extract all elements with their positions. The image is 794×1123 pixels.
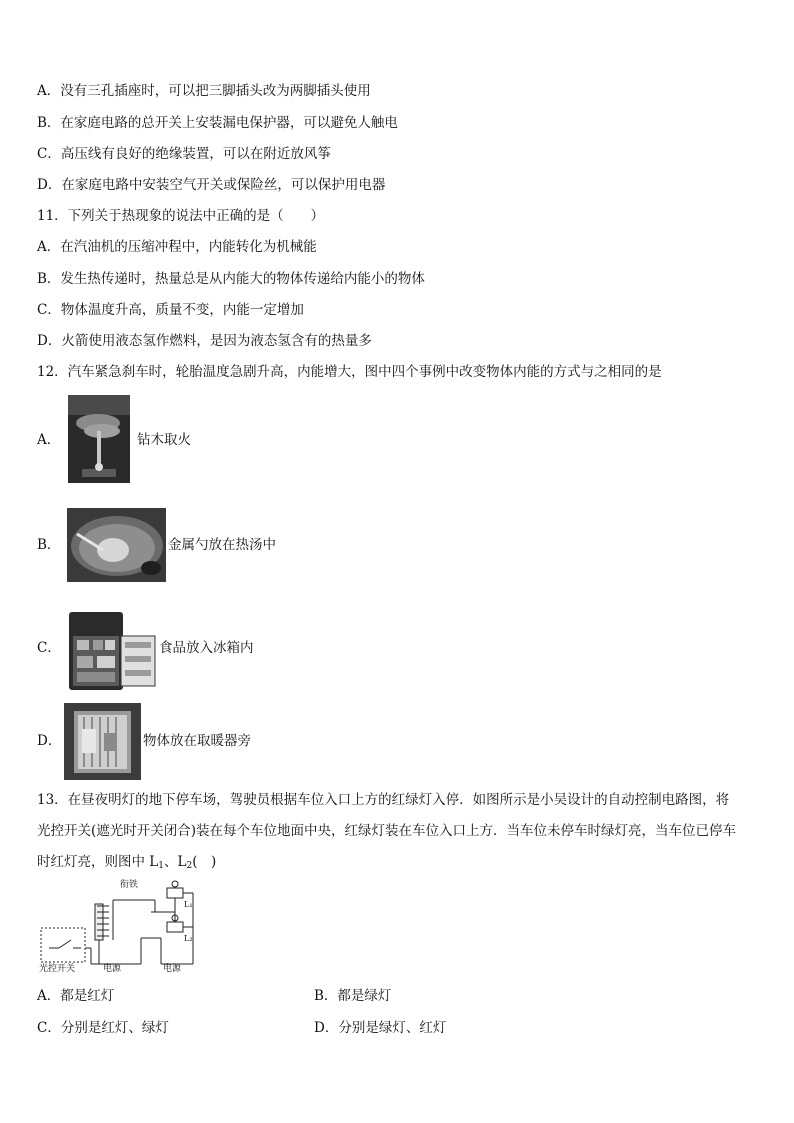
q12-photo-d-heater — [64, 703, 141, 780]
q12-caption-b: 金属勺放在热汤中 — [168, 537, 276, 553]
q11-option-a: A．在汽油机的压缩冲程中，内能转化为机械能 — [37, 239, 317, 255]
q12-label-c: C． — [37, 640, 61, 656]
q12-photo-c-fridge — [67, 610, 156, 693]
q11-option-d: D．火箭使用液态氢作燃料，是因为液态氢含有的热量多 — [37, 333, 372, 349]
q13-stem-line-3: 时红灯亮，则图中 $L_1$、$L_2$( ) — [37, 854, 217, 871]
q13-fig-label-armature: 衔铁 — [120, 880, 139, 890]
q12-caption-a: 钻木取火 — [137, 432, 191, 448]
q13-stem-line-1: 13．在昼夜明灯的地下停车场，驾驶员根据车位入口上方的红绿灯入停．如图所示是小吴设计的自动控制电路图，将 — [37, 792, 730, 808]
q12-photo-b-spoon-in-soup — [67, 508, 166, 582]
q13-fig-label-source-2: 电源 — [163, 964, 182, 974]
q10-option-a: A．没有三孔插座时，可以把三脚插头改为两脚插头使用 — [37, 83, 371, 99]
q12-caption-c: 食品放入冰箱内 — [159, 640, 254, 656]
q10-option-b: B．在家庭电路的总开关上安装漏电保护器，可以避免人触电 — [37, 115, 398, 131]
q12-photo-a-drilling-wood — [68, 395, 130, 483]
q13-fig-label-l2: L₂ — [184, 934, 193, 943]
q13-option-b: B．都是绿灯 — [314, 988, 392, 1004]
q12-label-d: D． — [37, 733, 62, 749]
q13-option-c: C．分别是红灯、绿灯 — [37, 1020, 169, 1036]
q13-stem-line-2: 光控开关(遮光时开关闭合)装在每个车位地面中央，红绿灯装在车位入口上方．当车位未停车时绿灯亮，当车位已停车 — [37, 823, 737, 839]
q11-stem: 11．下列关于热现象的说法中正确的是（ ） — [37, 208, 325, 224]
q12-label-a: A． — [37, 432, 61, 448]
q12-stem: 12．汽车紧急刹车时，轮胎温度急剧升高，内能增大，图中四个事例中改变物体内能的方式与之相同的是 — [37, 364, 662, 380]
q10-option-c: C．高压线有良好的绝缘装置，可以在附近放风筝 — [37, 146, 331, 162]
q13-fig-label-source-1: 电源 — [103, 964, 122, 974]
q13-fig-label-switch: 光控开关 — [39, 964, 76, 974]
q11-option-b: B．发生热传递时，热量总是从内能大的物体传递给内能小的物体 — [37, 271, 425, 287]
q11-option-c: C．物体温度升高，质量不变，内能一定增加 — [37, 302, 304, 318]
q12-label-b: B． — [37, 537, 61, 553]
q13-fig-label-l1: L₁ — [184, 900, 193, 909]
q12-caption-d: 物体放在取暖器旁 — [143, 733, 251, 749]
q13-option-d: D．分别是绿灯、红灯 — [314, 1020, 447, 1036]
q13-circuit-diagram — [37, 878, 207, 976]
q10-option-d: D．在家庭电路中安装空气开关或保险丝，可以保护用电器 — [37, 177, 386, 193]
q13-option-a: A．都是红灯 — [37, 988, 115, 1004]
